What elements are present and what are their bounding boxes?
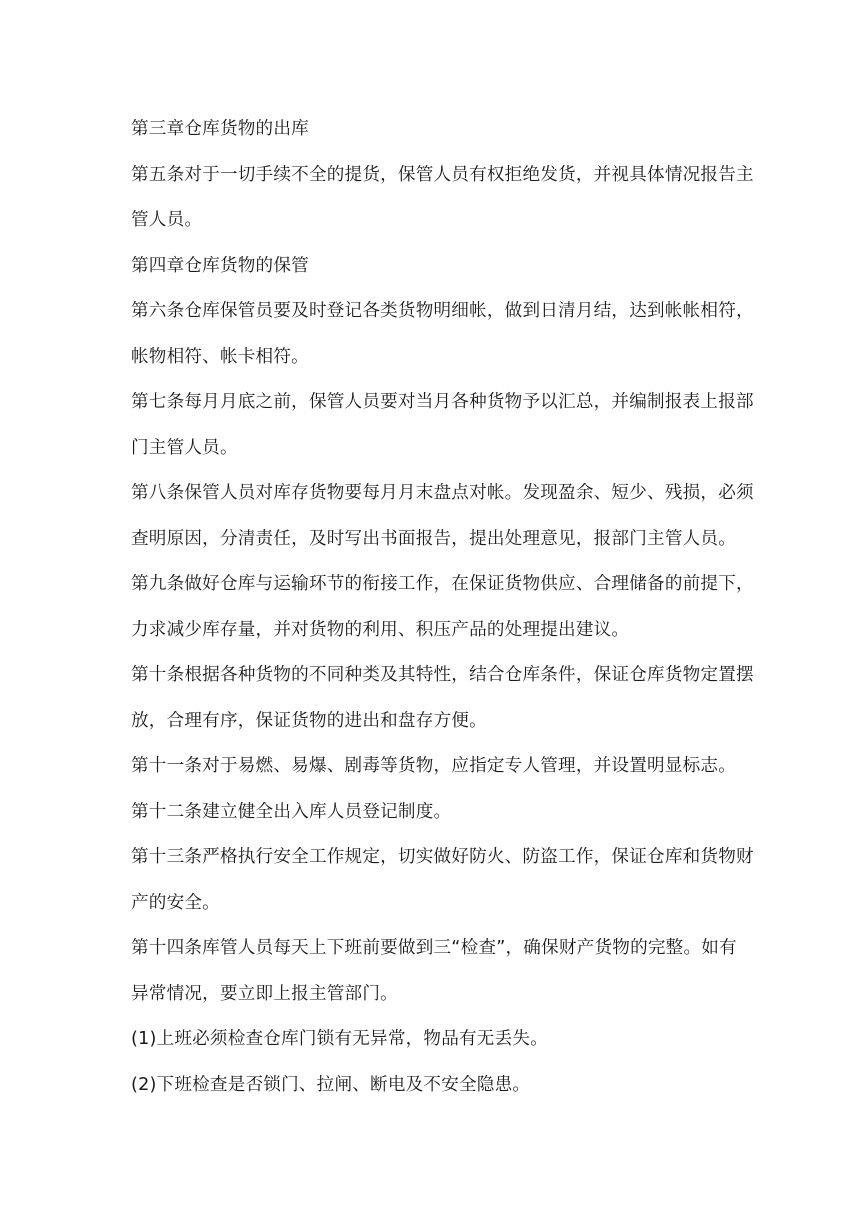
article-6-line-2: 帐物相符、帐卡相符。 [131, 347, 309, 367]
article-7-line-2: 门主管人员。 [131, 438, 238, 458]
article-13-line-1: 第十三条严格执行安全工作规定，切实做好防火、防盗工作，保证仓库和货物财 [131, 847, 754, 867]
article-8-line-1: 第八条保管人员对库存货物要每月月末盘点对帐。发现盈余、短少、残损，必须 [131, 483, 754, 503]
article-14-line-1: 第十四条库管人员每天上下班前要做到三“检查”，确保财产货物的完整。如有 [131, 938, 737, 958]
check-item-1: (1)上班必须检查仓库门锁有无异常，物品有无丢失。 [131, 1029, 548, 1049]
check-item-2: (2)下班检查是否锁门、拉闸、断电及不安全隐患。 [131, 1075, 531, 1095]
article-13-line-2: 产的安全。 [131, 893, 220, 913]
chapter-3-heading: 第三章仓库货物的出库 [131, 119, 309, 139]
article-5-line-2: 管人员。 [131, 210, 203, 230]
article-12-line-1: 第十二条建立健全出入库人员登记制度。 [131, 802, 452, 822]
article-9-line-2: 力求减少库存量，并对货物的利用、积压产品的处理提出建议。 [131, 620, 630, 640]
article-10-line-1: 第十条根据各种货物的不同种类及其特性，结合仓库条件，保证仓库货物定置摆 [131, 665, 754, 685]
article-6-line-1: 第六条仓库保管员要及时登记各类货物明细帐，做到日清月结，达到帐帐相符， [131, 301, 754, 321]
article-11-line-1: 第十一条对于易燃、易爆、剧毒等货物，应指定专人管理，并设置明显标志。 [131, 756, 736, 776]
article-10-line-2: 放，合理有序，保证货物的进出和盘存方便。 [131, 711, 487, 731]
article-5-line-1: 第五条对于一切手续不全的提货，保管人员有权拒绝发货，并视具体情况报告主 [131, 165, 754, 185]
article-8-line-2: 查明原因，分清责任，及时写出书面报告，提出处理意见，报部门主管人员。 [131, 529, 736, 549]
article-7-line-1: 第七条每月月底之前，保管人员要对当月各种货物予以汇总，并编制报表上报部 [131, 392, 754, 412]
article-14-line-2: 异常情况，要立即上报主管部门。 [131, 984, 398, 1004]
chapter-4-heading: 第四章仓库货物的保管 [131, 256, 309, 276]
article-9-line-1: 第九条做好仓库与运输环节的衔接工作，在保证货物供应、合理储备的前提下， [131, 574, 754, 594]
